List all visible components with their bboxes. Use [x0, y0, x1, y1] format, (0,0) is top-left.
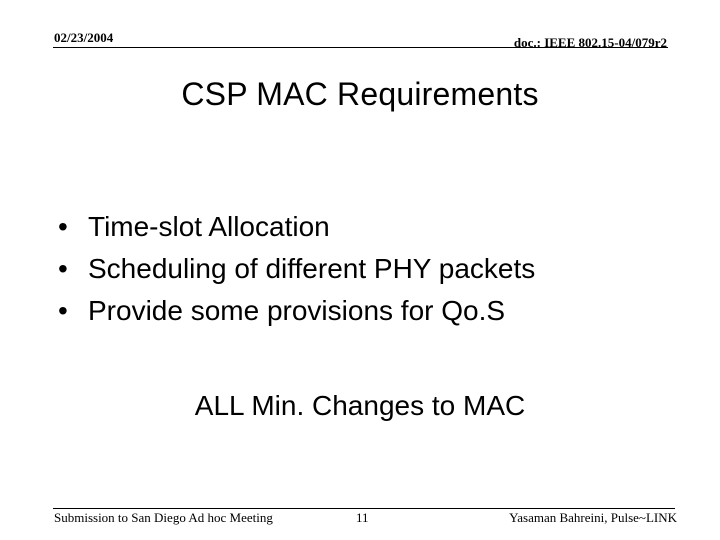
bullet-text: Scheduling of different PHY packets	[88, 253, 536, 284]
footer-page-number: 11	[356, 510, 369, 525]
bullet-icon: •	[58, 211, 68, 242]
bullet-item	[58, 248, 535, 290]
header-divider	[53, 47, 668, 48]
footer-author: Yasaman Bahreini, Pulse~LINK	[509, 510, 677, 525]
bullet-icon: •	[58, 295, 68, 326]
bullet-text: Provide some provisions for Qo.S	[88, 295, 506, 326]
bullet-text: Time-slot Allocation	[88, 211, 330, 242]
bullet-icon: •	[58, 253, 68, 284]
summary-note: ALL Min. Changes to MAC	[194, 390, 526, 421]
footer-divider	[53, 508, 675, 509]
bullet-item	[58, 290, 535, 332]
bullet-item	[58, 206, 535, 248]
header-date: 02/23/2004	[54, 30, 114, 45]
bullet-list	[58, 206, 535, 332]
header-doc-id: doc.: IEEE 802.15-04/079r2	[513, 35, 667, 50]
slide-title: CSP MAC Requirements	[181, 76, 539, 112]
footer-submission: Submission to San Diego Ad hoc Meeting	[54, 510, 273, 525]
